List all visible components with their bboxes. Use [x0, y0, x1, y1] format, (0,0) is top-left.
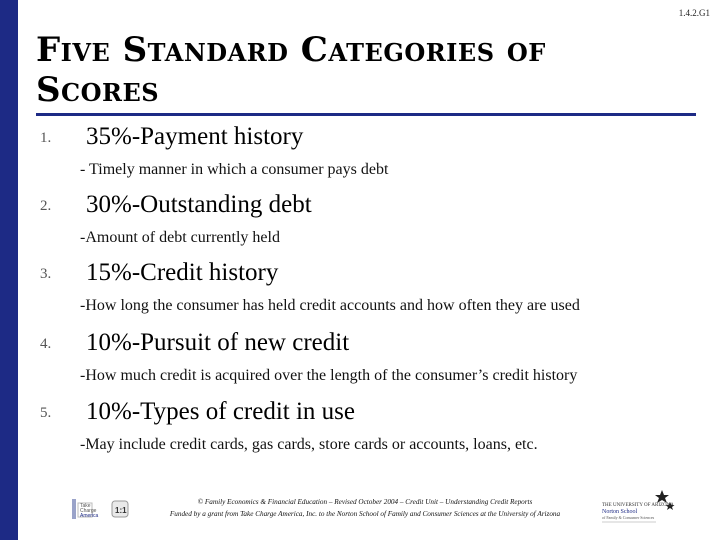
slide-code: 1.4.2.G1: [678, 8, 710, 18]
item-heading: 35%-Payment history: [86, 123, 304, 150]
item-heading: 15%-Credit history: [86, 259, 279, 286]
svg-text:Take: Take: [80, 503, 91, 509]
svg-text:of Family & Consumer Sciences: of Family & Consumer Sciences: [602, 515, 655, 520]
item-number: 4.: [40, 336, 52, 352]
item-heading: 10%-Pursuit of new credit: [86, 329, 350, 356]
svg-text:America: America: [80, 513, 99, 519]
svg-text:Norton School: Norton School: [602, 509, 638, 515]
footer-line-2: Funded by a grant from Take Charge America, Inc. to the Norton School of Family and Consumer Sciences at the University of Arizona: [169, 510, 561, 518]
item-description: -How long the consumer has held credit accounts and how often they are used: [80, 297, 580, 314]
left-accent-bar: [0, 0, 18, 540]
item-number: 3.: [40, 266, 52, 282]
item-heading: 10%-Types of credit in use: [86, 398, 356, 425]
item-description: -May include credit cards, gas cards, store cards or accounts, loans, etc.: [80, 436, 538, 453]
take-charge-america-logo-icon: [70, 495, 130, 523]
item-description: - Timely manner in which a consumer pays debt: [80, 161, 389, 178]
item-description: -How much credit is acquired over the length of the consumer’s credit history: [80, 367, 578, 384]
norton-school-logo-icon: [600, 488, 682, 528]
slide-title: Five Standard Categories of Scores: [36, 30, 546, 110]
footer-line-1: © Family Economics & Financial Education – Revised October 2004 – Credit Unit – Understanding Credit Reports: [197, 498, 533, 506]
take-charge-america-logo: [68, 494, 132, 524]
footer-credits: [130, 496, 600, 520]
svg-text:Charge: Charge: [80, 508, 97, 514]
university-of-arizona-logo: [600, 488, 682, 528]
item-heading: 30%-Outstanding debt: [86, 191, 312, 218]
item-number: 5.: [40, 405, 52, 421]
title-divider: [36, 113, 696, 116]
item-number: 2.: [40, 198, 52, 214]
svg-text:1:1: 1:1: [115, 506, 127, 515]
item-description: -Amount of debt currently held: [80, 229, 280, 246]
item-number: 1.: [40, 130, 52, 146]
svg-text:THE UNIVERSITY OF ARIZONA: THE UNIVERSITY OF ARIZONA: [602, 503, 674, 508]
